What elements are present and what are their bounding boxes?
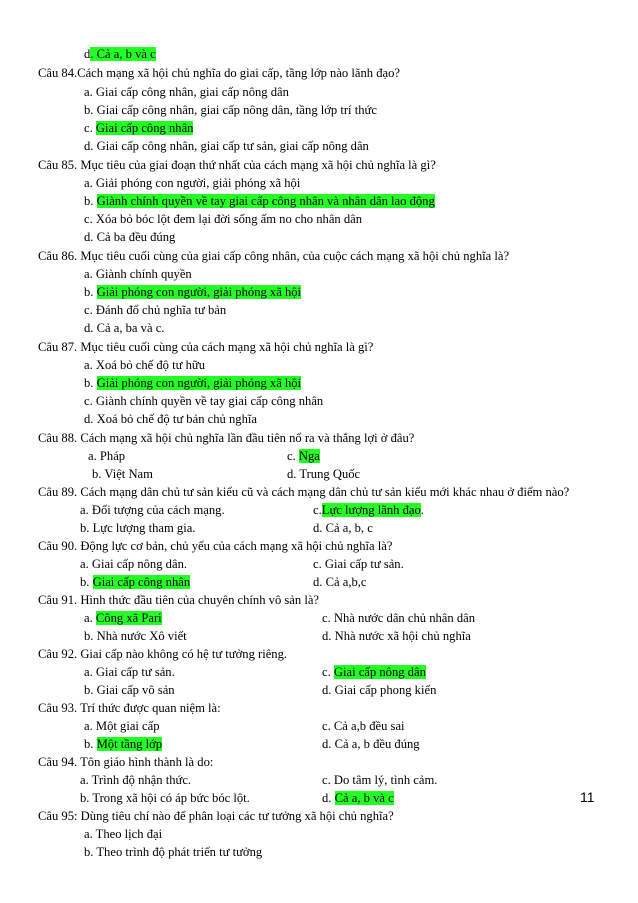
text-run: a. Đối tượng của cách mạng.: [80, 503, 225, 517]
page-number: 11: [580, 789, 595, 805]
highlighted-answer: Công xã Pari: [95, 611, 162, 625]
answer-option: [84, 229, 175, 245]
question-text: [38, 248, 509, 264]
highlighted-answer: Giai cấp công nhân: [92, 575, 191, 589]
question-text: [38, 700, 221, 716]
answer-option: [84, 302, 226, 318]
text-run: a. Theo lịch đại: [84, 827, 163, 841]
answer-option: [84, 375, 301, 391]
answer-option: [84, 138, 369, 154]
text-run: b.: [84, 194, 97, 208]
text-run: a. Một giai cấp: [84, 719, 160, 733]
answer-option: [322, 628, 471, 644]
answer-option: [322, 772, 437, 788]
answer-option: [84, 84, 289, 100]
highlighted-answer: Cả a, b và c: [334, 791, 394, 805]
answer-option: [84, 736, 162, 752]
question-text: [38, 592, 319, 608]
text-run: a. Xoá bỏ chế độ tư hữu: [84, 358, 206, 372]
question-text: [38, 65, 400, 81]
text-run: .: [420, 503, 424, 517]
question-text: [38, 339, 373, 355]
text-run: c. Giành chính quyền về tay giai cấp công nhân: [84, 394, 324, 408]
question-text: [38, 754, 213, 770]
highlighted-answer: Giành chính quyền về tay giai cấp công nhân và nhân dân lao động: [96, 194, 435, 208]
text-run: Câu 95: Dùng tiêu chí nào để phân loại các tư tưởng xã hội chủ nghĩa?: [38, 809, 394, 823]
answer-option: [84, 826, 162, 842]
text-run: Câu 84.Cách mạng xã hội chủ nghĩa do giai cấp, tầng lớp nào lãnh đạo?: [38, 66, 400, 80]
text-run: d. Cả a,b,c: [313, 575, 367, 589]
answer-option: [84, 718, 160, 734]
answer-option: [287, 466, 360, 482]
text-run: a. Giải phóng con người, giải phóng xã hội: [84, 176, 301, 190]
text-run: d. Cả ba đều đúng: [84, 230, 176, 244]
answer-option: [287, 448, 320, 464]
highlighted-answer: Nga: [298, 449, 320, 463]
text-run: b.: [84, 737, 97, 751]
text-run: c. Nhà nước dân chủ nhân dân: [322, 611, 476, 625]
text-run: b. Nhà nước Xô viết: [84, 629, 187, 643]
answer-option: [80, 790, 250, 806]
text-run: c.: [322, 665, 334, 679]
answer-option: [92, 466, 153, 482]
text-run: Câu 86. Mục tiêu cuối cùng của giai cấp công nhân, của cuộc cách mạng xã hội chủ nghĩa là?: [38, 249, 510, 263]
text-run: Câu 85. Mục tiêu của giai đoạn thứ nhất của cách mạng xã hội chủ nghĩa là gì?: [38, 158, 436, 172]
text-run: Câu 87. Mục tiêu cuối cùng của cách mạng xã hội chủ nghĩa là gì?: [38, 340, 374, 354]
highlighted-answer: Giải phóng con người, giải phóng xã hội: [96, 376, 302, 390]
text-run: d. Cả a, b đều đúng: [322, 737, 420, 751]
text-run: d. Cả a, ba và c.: [84, 321, 165, 335]
text-run: b. Trong xã hội có áp bức bóc lột.: [80, 791, 250, 805]
answer-option: [80, 556, 187, 572]
answer-option: [84, 102, 377, 118]
answer-option: [84, 211, 362, 227]
text-run: c.: [287, 449, 299, 463]
answer-option: [313, 574, 367, 590]
text-run: Câu 89. Cách mạng dân chủ tư sản kiểu cũ và cách mạng dân chủ tư sản kiểu mới khác nhau ở điểm nào?: [38, 485, 570, 499]
text-run: b. Giai cấp vô sản: [84, 683, 175, 697]
question-text: [38, 430, 414, 446]
answer-option: [84, 175, 300, 191]
text-run: Câu 91. Hình thức đầu tiên của chuyên chính vô sản là?: [38, 593, 320, 607]
text-run: d. Trung Quốc: [287, 467, 361, 481]
answer-option: [84, 284, 301, 300]
answer-option: [84, 610, 162, 626]
text-run: a. Giai cấp nông dân.: [80, 557, 188, 571]
text-run: a. Giành chính quyền: [84, 267, 192, 281]
text-run: c. Đánh đổ chủ nghĩa tư bản: [84, 303, 227, 317]
text-run: c. Xóa bỏ bóc lột đem lại đời sống ấm no cho nhân dân: [84, 212, 363, 226]
text-run: Câu 92. Giai cấp nào không có hệ tư tưởng riêng.: [38, 647, 288, 661]
answer-option: [80, 772, 191, 788]
highlighted-answer: Lực lượng lãnh đạo: [321, 503, 421, 517]
question-text: [38, 157, 436, 173]
text-run: c. Cả a,b đều sai: [322, 719, 405, 733]
text-run: c.: [313, 503, 322, 517]
text-run: c. Do tâm lý, tình cảm.: [322, 773, 438, 787]
answer-option: [84, 266, 192, 282]
text-run: d. Giai cấp công nhân, giai cấp tư sản, giai cấp nông dân: [84, 139, 369, 153]
text-run: b.: [80, 575, 93, 589]
answer-option: [84, 844, 262, 860]
answer-option: [84, 120, 193, 136]
answer-option: [322, 664, 426, 680]
text-run: d.: [322, 791, 335, 805]
highlighted-answer: Một tầng lớp: [96, 737, 163, 751]
text-run: b. Việt Nam: [92, 467, 153, 481]
highlighted-answer: Giai cấp công nhân: [95, 121, 194, 135]
text-run: b. Giai cấp công nhân, giai cấp nông dân, tầng lớp trí thức: [84, 103, 377, 117]
text-run: b.: [84, 376, 97, 390]
text-run: Câu 94. Tôn giáo hình thành là do:: [38, 755, 214, 769]
text-run: d. Nhà nước xã hội chủ nghĩa: [322, 629, 471, 643]
answer-option: [322, 682, 436, 698]
text-run: c. Giai cấp tư sản.: [313, 557, 404, 571]
answer-option: [84, 411, 257, 427]
text-run: d: [84, 47, 91, 61]
answer-option: [80, 520, 195, 536]
highlighted-answer: . Cả a, b và c: [90, 47, 156, 61]
text-run: b. Lực lượng tham gia.: [80, 521, 196, 535]
answer-option: [84, 664, 175, 680]
answer-option: [84, 46, 156, 62]
text-run: Câu 88. Cách mạng xã hội chủ nghĩa lần đầu tiên nổ ra và thắng lợi ở đâu?: [38, 431, 415, 445]
answer-option: [80, 574, 190, 590]
highlighted-answer: Giai cấp nông dân: [333, 665, 426, 679]
question-text: [38, 646, 287, 662]
answer-option: [313, 520, 373, 536]
question-text: [38, 484, 569, 500]
text-run: a. Giai cấp công nhân, giai cấp nông dân: [84, 85, 289, 99]
text-run: a. Giai cấp tư sản.: [84, 665, 175, 679]
answer-option: [84, 193, 435, 209]
text-run: Câu 90. Động lực cơ bản, chủ yếu của cách mạng xã hội chủ nghĩa là?: [38, 539, 393, 553]
text-run: a.: [84, 611, 96, 625]
answer-option: [313, 502, 424, 518]
question-text: [38, 538, 392, 554]
text-run: d. Xoá bỏ chế độ tư bản chủ nghĩa: [84, 412, 257, 426]
question-text: [38, 808, 394, 824]
answer-option: [84, 393, 323, 409]
answer-option: [84, 320, 164, 336]
answer-option: [322, 718, 405, 734]
answer-option: [322, 790, 394, 806]
text-run: d. Cả a, b, c: [313, 521, 373, 535]
text-run: a. Pháp: [88, 449, 126, 463]
answer-option: [84, 357, 205, 373]
answer-option: [84, 682, 175, 698]
answer-option: [84, 628, 187, 644]
answer-option: [88, 448, 125, 464]
answer-option: [322, 736, 420, 752]
answer-option: [322, 610, 475, 626]
highlighted-answer: Giải phóng con người, giải phóng xã hội: [96, 285, 302, 299]
text-run: Câu 93. Trí thức được quan niệm là:: [38, 701, 221, 715]
text-run: c.: [84, 121, 96, 135]
text-run: b.: [84, 285, 97, 299]
answer-option: [313, 556, 404, 572]
text-run: a. Trình độ nhận thức.: [80, 773, 192, 787]
text-run: b. Theo trình độ phát triển tư tưởng: [84, 845, 263, 859]
text-run: d. Giai cấp phong kiến: [322, 683, 437, 697]
answer-option: [80, 502, 225, 518]
